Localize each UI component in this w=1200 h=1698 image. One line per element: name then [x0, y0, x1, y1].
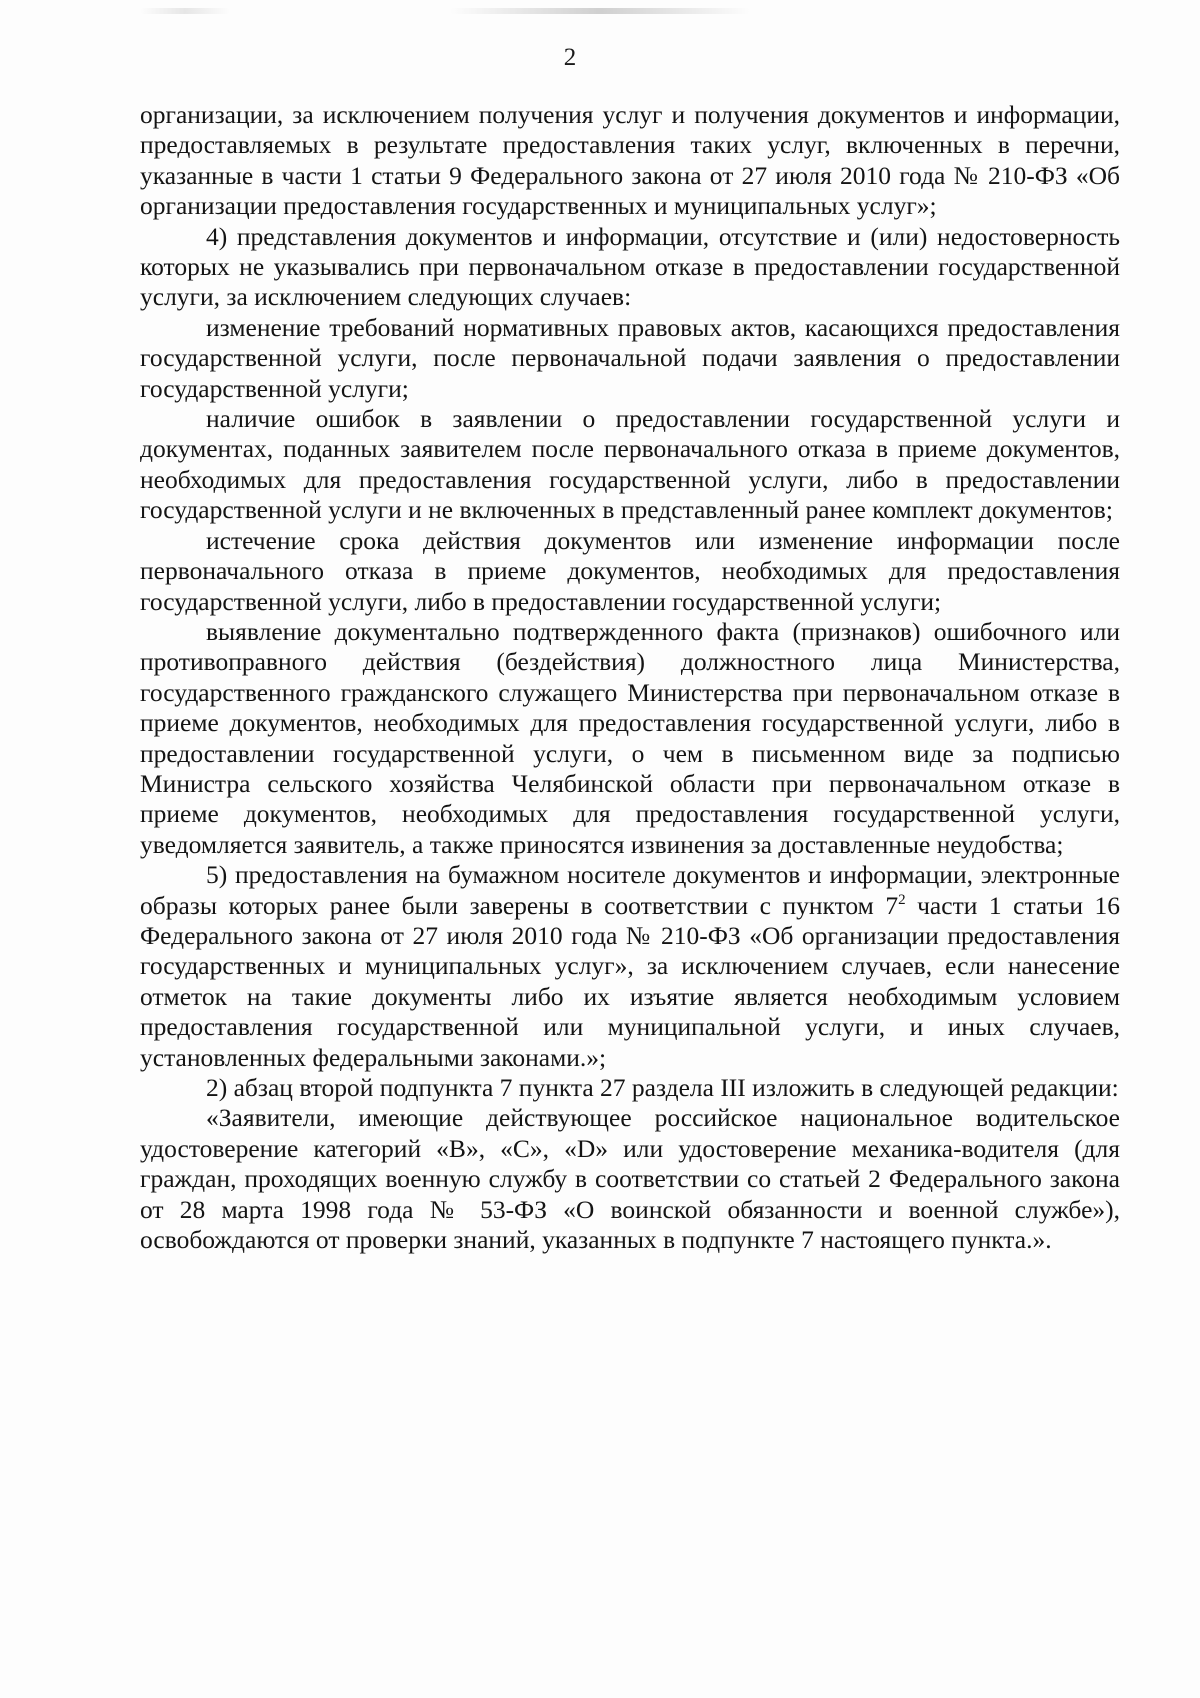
page-number: 2 [563, 44, 577, 71]
paragraph-case-expiry: истечение срока действия документов или изменение информации после первоначального отказа в приеме документов, необходимых для предоставления государственной услуги, либо в предоставлении государственной услуги; [140, 525, 1120, 616]
item-5-text-after: части 1 статьи 16 Федерального закона от 27 июля 2010 года № 210-ФЗ «Об организации предоставления государственных и муниципальных услуг», за исключением случаев, если нанесение отметок на такие документы либо их изъятие является необходимым условием предоставления государственной или муниципальной услуги, и иных случаев, установленных федеральными законами.»; [140, 890, 1120, 1072]
paragraph-new-wording: «Заявители, имеющие действующее российское национальное водительское удостоверение категорий «B», «C», «D» или удостоверение механика-водителя (для граждан, проходящих военную службу в соответствии со статьей 2 Федерального закона от 28 марта 1998 года № 53-ФЗ «О воинской обязанности и военной службе»), освобождаются от проверки знаний, указанных в подпункте 7 настоящего пункта.». [140, 1103, 1120, 1255]
paragraph-item-5 [140, 860, 1120, 1073]
paragraph-item-4: 4) представления документов и информации, отсутствие и (или) недостоверность которых не указывались при первоначальном отказе в предоставлении государственной услуги, за исключением следующих случаев: [140, 221, 1120, 312]
item-5-text-before: 5) предоставления на бумажном носителе документов и информации, электронные образы которых ранее были заверены в соответствии с пунктом 7 [140, 860, 1120, 920]
paragraph-case-errors: наличие ошибок в заявлении о предоставлении государственной услуги и документах, поданных заявителем после первоначального отказа в приеме документов, необходимых для предоставления государственной услуги, либо в предоставлении государственной услуги и не включенных в представленный ранее комплект документов; [140, 404, 1120, 525]
paragraph-case-unlawful-action: выявление документально подтвержденного факта (признаков) ошибочного или противоправного действия (бездействия) должностного лица Министерства, государственного гражданского служащего Министерства при первоначальном отказе в приеме документов, необходимых для предоставления государственной услуги, либо в предоставлении государственной услуги, о чем в письменном виде за подписью Министра сельского хозяйства Челябинской области при первоначальном отказе в приеме документов, необходимых для предоставления государственной услуги, уведомляется заявитель, а также приносятся извинения за доставленные неудобства; [140, 616, 1120, 859]
document-body [140, 100, 1120, 1255]
item-5-superscript: 2 [898, 891, 906, 908]
scan-artifact [140, 8, 230, 14]
paragraph-amendment-2: 2) абзац второй подпункта 7 пункта 27 раздела III изложить в следующей редакции: [206, 1073, 1119, 1102]
paragraph-case-requirements-change: изменение требований нормативных правовых актов, касающихся предоставления государственной услуги, после первоначальной подачи заявления о предоставлении государственной услуги; [140, 312, 1120, 403]
paragraph-continuation: организации, за исключением получения услуг и получения документов и информации, предоставляемых в результате предоставления таких услуг, включенных в перечни, указанные в части 1 статьи 9 Федерального закона от 27 июля 2010 года № 210-ФЗ «Об организации предоставления государственных и муниципальных услуг»; [140, 100, 1120, 221]
scan-artifact [450, 8, 750, 14]
